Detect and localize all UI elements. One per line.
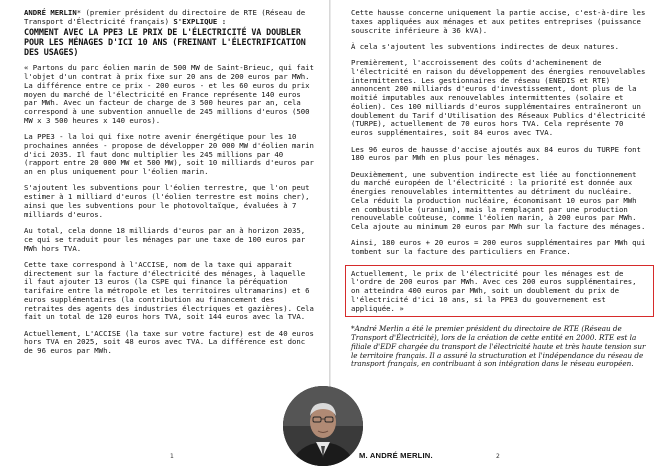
author-name: ANDRÉ MERLIN: [24, 8, 77, 17]
footnote: *André Merlin a été le premier président du directoire de RTE (Réseau de Transport d'Électricité), lors de la création de cette entité en 2000. RTE est la filiale d'EDF chargée du transport de l'électricité haute et très haute tension sur le territoire français. Il a assuré la structuration et l'indépendance du réseau de transport français, en contribuant à son intégration dans le réseau européen.: [351, 324, 646, 369]
paragraph: Au total, cela donne 18 milliards d'euros par an à horizon 2035, ce qui se traduit pour les ménages par une taxe de 100 euros par MWh hors TVA.: [24, 226, 306, 253]
explains-label: S'EXPLIQUE :: [173, 16, 227, 26]
portrait-image: [283, 386, 363, 466]
paragraph: Premièrement, l'accroissement des coûts d'acheminement de l'électricité en raison du développement des énergies renouvelables intermittentes. Les gestionnaires de réseau (ENEDIS et RTE) annoncent 200 milliards d'euros d'investissement, dont plus de la moitié imputables aux renouvelables intermittentes (solaire et éolien). Ces 100 milliards d'euros supplémentaires entraîneront un doublement du Tarif d'Utilisation des Réseaux Publics d'électricité (TURPE), actuellement de 70 euros hors TVA. Cela représente 70 euros supplémentaires, soit 84 euros avec TVA.: [351, 58, 646, 138]
paragraph: Cette hausse concerne uniquement la partie accise, c'est-à-dire les taxes appliquées aux ménages et aux petites entreprises (puissance souscrite inférieure à 36 kVA).: [351, 8, 646, 35]
paragraph: Les 96 euros de hausse d'accise ajoutés aux 84 euros du TURPE font 180 euros par MWh en plus pour les ménages.: [351, 144, 641, 163]
paragraph: Deuxièmement, une subvention indirecte est liée au fonctionnement du marché européen de l'électricité : la priorité est donnée aux énergies renouvelables intermittentes au détriment du nucléaire. Cela réduit la production nucléaire, économisant 10 euros par MWh en combustible (uranium), mais la remplaçant par une production renouvelable coûteuse, comme l'éolien marin, à 200 euros par MWh. Cela ajoute au minimum 20 euros par MWh sur la facture des ménages.: [351, 169, 646, 232]
paragraph: Ainsi, 180 euros + 20 euros = 200 euros supplémentaires par MWh qui tombent sur la facture des particuliers en France.: [351, 238, 646, 257]
highlight-text: Actuellement, le prix de l'électricité pour les ménages est de l'ordre de 200 euros par MWh. Avec ces 200 euros supplémentaires, on atteindra 400 euros par MWh, soit un doublement du prix de l'électricité d'ici 10 ans, si la PPE3 du gouvernement est appliquée. »: [351, 268, 637, 313]
paragraph: S'ajoutent les subventions pour l'éolien terrestre, que l'on peut estimer à 1 milliard d'euros (l'éolien terrestre est moins cher), ainsi que les subventions pour le photovoltaïque, évaluées à 7 milliards d'euros.: [24, 183, 310, 219]
article-title-block: [24, 9, 315, 57]
headline: COMMENT AVEC LA PPE3 LE PRIX DE L'ÉLECTRICITÉ VA DOUBLER POUR LES MÉNAGES D'ICI 10 ANS (FREINANT L'ÉLECTRIFICATION DES USAGES): [24, 26, 306, 57]
author-portrait: [283, 386, 363, 466]
paragraph: À cela s'ajoutent les subventions indirectes de deux natures.: [351, 41, 619, 51]
page-number: 2: [496, 453, 500, 460]
author-description: * (premier président du directoire de RTE (Réseau de Transport d'Électricité français): [24, 8, 306, 26]
paragraph: Actuellement, L'ACCISE (la taxe sur votre facture) est de 40 euros hors TVA en 2025, soit 48 euros avec TVA. La différence est donc de 96 euros par MWh.: [24, 328, 314, 356]
paragraph: La PPE3 - la loi qui fixe notre avenir énergétique pour les 10 prochaines années - propose de développer 20 000 MW d'éolien marin d'ici 2035. Il faut donc multiplier les 245 millions par 40 (rapport entre 20 000 MW et 500 MW), soit 10 milliards d'euros par an en plus uniquement pour l'éolien marin.: [24, 132, 314, 177]
paragraph: « Partons du parc éolien marin de 500 MW de Saint-Brieuc, qui fait l'objet d'un contrat à prix fixe sur 20 ans de 200 euros par MWh. La différence entre ce prix - 200 euros - et les 60 euros du prix moyen du marché de l'électricité en France représente 140 euros par MWh. Avec un facteur de charge de 3 500 heures par an, cela correspond à une subvention annuelle de 245 millions d'euros (500 MW x 3 500 heures x 140 euros).: [24, 63, 314, 125]
page-number: 1: [170, 453, 174, 460]
paragraph: Cette taxe correspond à l'ACCISE, nom de la taxe qui apparait directement sur la facture d'électricité des ménages, à laquelle il faut ajouter 13 euros (la CSPE qui finance la péréquation tarifaire entre la métropole et les territoires ultramarins) et 6 euros supplémentaires (la contribution au financement des retraites des agents des industries électriques et gazières). Cela fait un total de 120 euros hors TVA, soit 144 euros avec la TVA.: [24, 259, 314, 322]
portrait-caption: M. ANDRÉ MERLIN.: [359, 451, 433, 460]
highlighted-conclusion: [345, 265, 654, 318]
page-right: [331, 0, 660, 466]
